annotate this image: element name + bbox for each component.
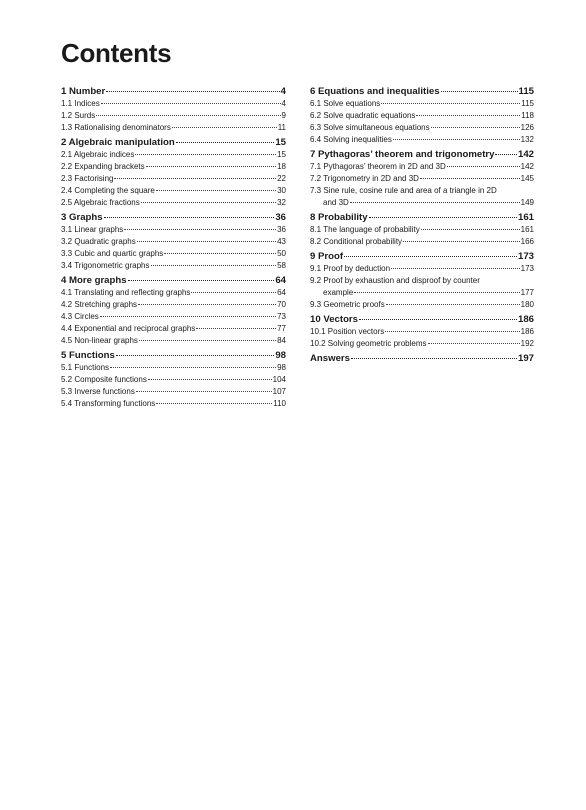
dot-leader	[495, 154, 517, 155]
section-entry-title: 3.1 Linear graphs	[61, 225, 124, 234]
dot-leader	[141, 202, 276, 203]
section-entry-page-number: 77	[277, 324, 286, 333]
section-entry-page-number: 30	[277, 186, 286, 195]
section-entry[interactable]	[61, 335, 286, 347]
section-entry[interactable]	[310, 122, 534, 134]
section-entry[interactable]	[61, 98, 286, 110]
section-entry-page-number: 145	[520, 174, 534, 183]
section-entry-page-number: 132	[520, 135, 534, 144]
dot-leader	[403, 241, 520, 242]
section-entry[interactable]	[61, 386, 286, 398]
section-entry-page-number: 84	[277, 336, 286, 345]
section-entry-title: 2.3 Factorising	[61, 174, 114, 183]
chapter-heading-page-number: 4	[280, 86, 286, 97]
chapter-heading-page-number: 197	[517, 353, 534, 364]
contents-right-column	[310, 85, 534, 367]
chapter-heading-title: 4 More graphs	[61, 275, 127, 286]
dot-leader	[146, 166, 276, 167]
section-entry-title: 8.2 Conditional probability	[310, 237, 403, 246]
section-entry-title: 9.3 Geometric proofs	[310, 300, 385, 309]
section-entry-continuation-title: and 3D	[323, 198, 349, 207]
section-entry-page-number: 4	[281, 99, 286, 108]
chapter-heading-title: 8 Probability	[310, 212, 368, 223]
dot-leader	[393, 139, 520, 140]
section-entry-title: 3.4 Trigonometric graphs	[61, 261, 150, 270]
section-entry[interactable]	[310, 299, 534, 311]
section-entry[interactable]	[310, 275, 534, 299]
chapter-heading-page-number: 173	[517, 251, 534, 262]
dot-leader	[351, 358, 517, 359]
chapter-block	[310, 148, 534, 209]
section-entry-title: 5.2 Composite functions	[61, 375, 147, 384]
section-entry-page-number: 43	[277, 237, 286, 246]
dot-leader	[116, 355, 274, 356]
section-entry-page-number: 161	[520, 225, 534, 234]
section-entry[interactable]	[61, 287, 286, 299]
section-entry-page-number: 115	[521, 99, 534, 108]
section-entry[interactable]	[310, 161, 534, 173]
chapter-block	[310, 211, 534, 248]
section-entry-page-number: 32	[277, 198, 286, 207]
chapter-block	[310, 250, 534, 311]
contents-left-column	[61, 85, 286, 412]
dot-leader	[381, 103, 520, 104]
chapter-heading[interactable]	[310, 250, 534, 263]
chapter-heading[interactable]	[310, 352, 534, 365]
dot-leader	[172, 127, 277, 128]
dot-leader	[354, 292, 519, 293]
chapter-block	[310, 85, 534, 146]
dot-leader	[359, 319, 517, 320]
section-entry-title: 5.4 Transforming functions	[61, 399, 156, 408]
chapter-block	[61, 85, 286, 134]
dot-leader	[441, 91, 518, 92]
section-entry[interactable]	[61, 299, 286, 311]
dot-leader	[101, 103, 281, 104]
section-entry-title: 8.1 The language of probability	[310, 225, 420, 234]
chapter-heading-title: 2 Algebraic manipulation	[61, 137, 175, 148]
chapter-block	[61, 274, 286, 347]
section-entry[interactable]	[310, 173, 534, 185]
section-entry-title: 10.2 Solving geometric problems	[310, 339, 427, 348]
section-entry[interactable]	[310, 110, 534, 122]
dot-leader	[151, 265, 277, 266]
dot-leader	[96, 115, 280, 116]
section-entry[interactable]	[61, 110, 286, 122]
chapter-heading-page-number: 186	[517, 314, 534, 325]
section-entry[interactable]	[61, 173, 286, 185]
dot-leader	[350, 202, 520, 203]
section-entry-continuation	[310, 197, 534, 209]
section-entry-title: 4.3 Circles	[61, 312, 99, 321]
chapter-heading-title: 6 Equations and inequalities	[310, 86, 440, 97]
chapter-heading-page-number: 115	[518, 86, 534, 97]
section-entry-continuation	[310, 287, 534, 299]
chapter-heading-title: 9 Proof	[310, 251, 344, 262]
section-entry-page-number: 186	[520, 327, 534, 336]
section-entry-title: 4.4 Exponential and reciprocal graphs	[61, 324, 196, 333]
section-entry-page-number: 192	[520, 339, 534, 348]
chapter-heading-title: 5 Functions	[61, 350, 115, 361]
section-entry-title: 6.2 Solve quadratic equations	[310, 111, 416, 120]
section-entry[interactable]	[61, 236, 286, 248]
chapter-heading-page-number: 161	[517, 212, 534, 223]
section-entry[interactable]	[310, 263, 534, 275]
section-entry-title: 3.3 Cubic and quartic graphs	[61, 249, 164, 258]
section-entry-title: 2.5 Algebraic fractions	[61, 198, 140, 207]
chapter-heading[interactable]	[310, 85, 534, 98]
section-entry-title: 1.2 Surds	[61, 111, 96, 120]
chapter-heading-page-number: 36	[275, 212, 286, 223]
section-entry-page-number: 104	[272, 375, 286, 384]
dot-leader	[421, 229, 520, 230]
section-entry-page-number: 180	[520, 300, 534, 309]
dot-leader	[431, 127, 520, 128]
chapter-block	[61, 349, 286, 410]
section-entry-title: 4.2 Stretching graphs	[61, 300, 138, 309]
chapter-heading[interactable]	[310, 211, 534, 224]
section-entry-title: 6.4 Solving inequalities	[310, 135, 392, 144]
section-entry[interactable]	[61, 122, 286, 134]
section-entry-title: 2.1 Algebraic indices	[61, 150, 135, 159]
dot-leader	[156, 403, 272, 404]
section-entry[interactable]	[310, 185, 534, 209]
dot-leader	[391, 268, 520, 269]
dot-leader	[428, 343, 520, 344]
chapter-heading-title: 7 Pythagoras’ theorem and trigonometry	[310, 149, 495, 160]
section-entry-title: 1.1 Indices	[61, 99, 100, 108]
dot-leader	[106, 91, 279, 92]
section-entry-page-number: 98	[277, 363, 286, 372]
section-entry[interactable]	[61, 224, 286, 236]
section-entry[interactable]	[61, 374, 286, 386]
dot-leader	[139, 340, 276, 341]
section-entry-title: 1.3 Rationalising denominators	[61, 123, 171, 132]
section-entry[interactable]	[61, 248, 286, 260]
chapter-heading-page-number: 98	[275, 350, 286, 361]
section-entry[interactable]	[61, 149, 286, 161]
section-entry-page-number: 142	[520, 162, 534, 171]
dot-leader	[156, 190, 276, 191]
dot-leader	[124, 229, 276, 230]
section-entry-title: 6.3 Solve simultaneous equations	[310, 123, 430, 132]
chapter-block	[310, 352, 534, 365]
dot-leader	[136, 391, 272, 392]
section-entry-title: 9.2 Proof by exhaustion and disproof by counter	[310, 276, 480, 285]
section-entry-title: 4.5 Non-linear graphs	[61, 336, 138, 345]
section-entry-page-number: 18	[277, 162, 286, 171]
chapter-block	[61, 211, 286, 272]
section-entry-page-number: 110	[273, 399, 286, 408]
section-entry-title: 3.2 Quadratic graphs	[61, 237, 136, 246]
section-entry-page-number: 50	[277, 249, 286, 258]
dot-leader	[196, 328, 276, 329]
section-entry[interactable]	[310, 224, 534, 236]
section-entry-title: 7.2 Trigonometry in 2D and 3D	[310, 174, 419, 183]
dot-leader	[386, 304, 520, 305]
section-entry-title: 5.1 Functions	[61, 363, 110, 372]
section-entry-continuation-title: example	[323, 288, 354, 297]
chapter-heading[interactable]	[61, 211, 286, 224]
dot-leader	[416, 115, 520, 116]
chapter-heading[interactable]	[61, 136, 286, 149]
section-entry-page-number: 166	[520, 237, 534, 246]
dot-leader	[447, 166, 520, 167]
dot-leader	[110, 367, 276, 368]
section-entry-title: 2.4 Completing the square	[61, 186, 155, 195]
chapter-heading[interactable]	[61, 349, 286, 362]
dot-leader	[148, 379, 272, 380]
dot-leader	[344, 256, 517, 257]
section-entry-page-number: 107	[272, 387, 286, 396]
section-entry-page-number: 22	[277, 174, 286, 183]
chapter-heading[interactable]	[310, 148, 534, 161]
dot-leader	[164, 253, 276, 254]
dot-leader	[114, 178, 276, 179]
chapter-heading-title: 10 Vectors	[310, 314, 359, 325]
section-entry[interactable]	[61, 311, 286, 323]
section-entry-title: 9.1 Proof by deduction	[310, 264, 391, 273]
section-entry-title: 10.1 Position vectors	[310, 327, 385, 336]
section-entry-page-number: 126	[520, 123, 534, 132]
section-entry-page-number: 36	[277, 225, 286, 234]
section-entry[interactable]	[310, 134, 534, 146]
section-entry[interactable]	[61, 185, 286, 197]
section-entry[interactable]	[61, 197, 286, 209]
chapter-heading-title: Answers	[310, 353, 350, 364]
section-entry[interactable]	[61, 161, 286, 173]
dot-leader	[369, 217, 517, 218]
chapter-heading-page-number: 64	[275, 275, 286, 286]
section-entry-title: 7.3 Sine rule, cosine rule and area of a triangle in 2D	[310, 186, 497, 195]
chapter-heading-page-number: 15	[275, 137, 286, 148]
chapter-heading[interactable]	[61, 85, 286, 98]
section-entry[interactable]	[61, 398, 286, 410]
section-entry-page-number: 64	[277, 288, 286, 297]
section-entry-page-number: 73	[277, 312, 286, 321]
section-entry-title: 5.3 Inverse functions	[61, 387, 135, 396]
section-entry-title: 4.1 Translating and reflecting graphs	[61, 288, 191, 297]
chapter-heading-title: 1 Number	[61, 86, 106, 97]
chapter-block	[61, 136, 286, 209]
dot-leader	[135, 154, 276, 155]
page-title: Contents	[61, 38, 172, 68]
dot-leader	[420, 178, 520, 179]
section-entry-page-number: 11	[277, 123, 286, 132]
dot-leader	[100, 316, 276, 317]
section-entry-page-number: 70	[277, 300, 286, 309]
section-entry-page-number: 9	[281, 111, 286, 120]
section-entry-page-number: 58	[277, 261, 286, 270]
section-entry[interactable]	[310, 236, 534, 248]
dot-leader	[137, 241, 276, 242]
section-entry-continuation-page-number: 149	[520, 198, 534, 207]
chapter-heading-title: 3 Graphs	[61, 212, 103, 223]
section-entry[interactable]	[61, 260, 286, 272]
section-entry[interactable]	[61, 362, 286, 374]
section-entry[interactable]	[310, 98, 534, 110]
section-entry[interactable]	[61, 323, 286, 335]
dot-leader	[128, 280, 275, 281]
section-entry-continuation-page-number: 177	[520, 288, 534, 297]
chapter-heading[interactable]	[61, 274, 286, 287]
dot-leader	[176, 142, 275, 143]
dot-leader	[191, 292, 276, 293]
section-entry-title: 6.1 Solve equations	[310, 99, 381, 108]
chapter-block	[310, 313, 534, 350]
section-entry-title: 7.1 Pythagoras’ theorem in 2D and 3D	[310, 162, 446, 171]
dot-leader	[104, 217, 275, 218]
section-entry-page-number: 173	[520, 264, 534, 273]
section-entry-page-number: 15	[277, 150, 286, 159]
section-entry-title: 2.2 Expanding brackets	[61, 162, 145, 171]
section-entry-page-number: 118	[521, 111, 534, 120]
chapter-heading[interactable]	[310, 313, 534, 326]
dot-leader	[385, 331, 519, 332]
dot-leader	[138, 304, 276, 305]
section-entry[interactable]	[310, 326, 534, 338]
section-entry[interactable]	[310, 338, 534, 350]
chapter-heading-page-number: 142	[517, 149, 534, 160]
